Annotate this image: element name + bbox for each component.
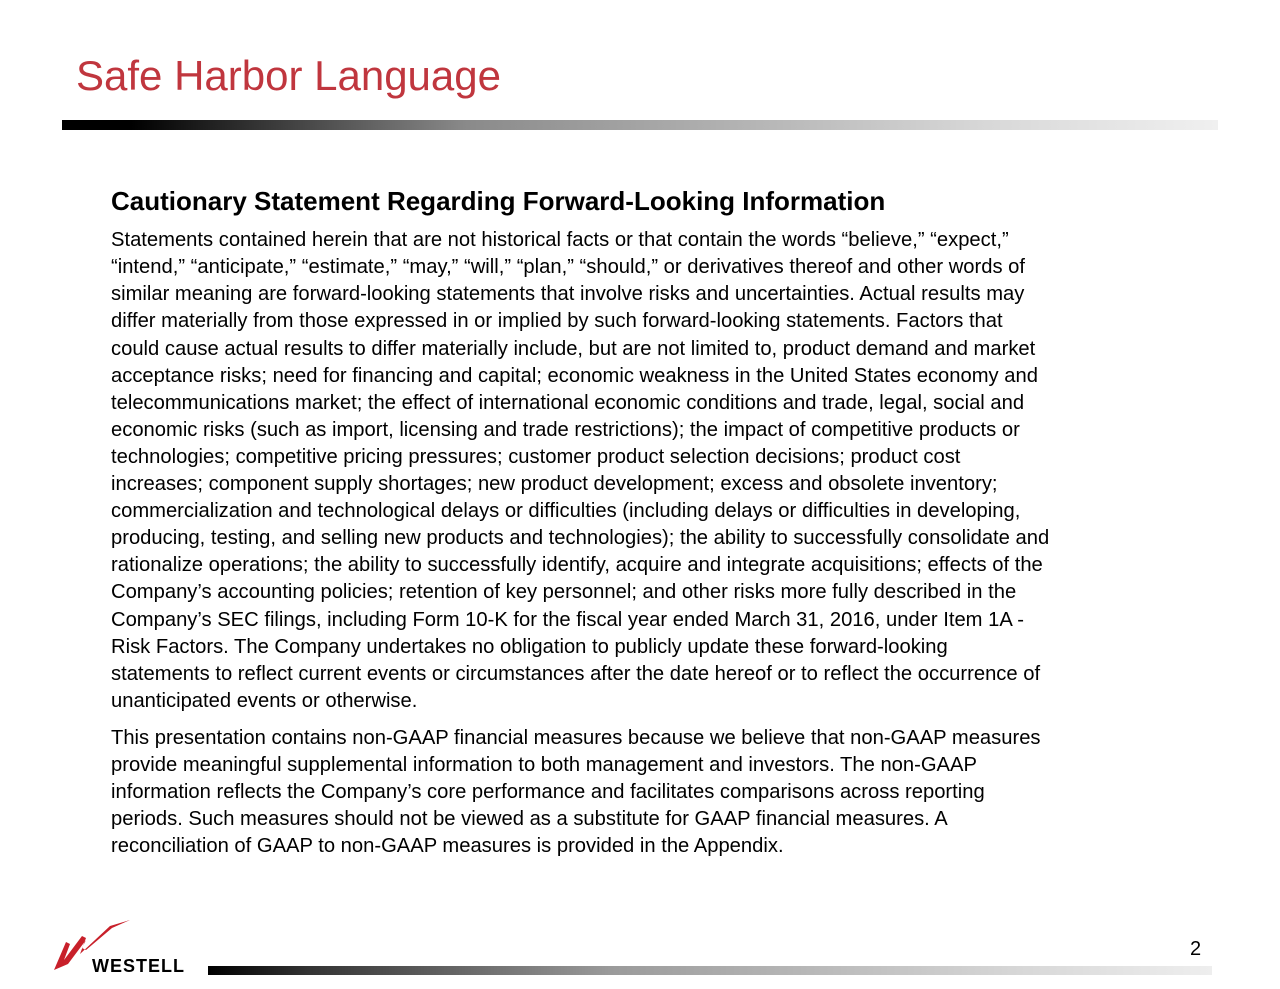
non-gaap-paragraph [111, 725, 1181, 860]
paragraph-line: statements to reflect current events or circumstances after the date hereof or to reflect the occurrence of [111, 662, 1041, 685]
paragraph-line: technologies; competitive pricing pressures; customer product selection decisions; product cost [111, 445, 961, 468]
paragraph-line: “intend,” “anticipate,” “estimate,” “may,” “will,” “plan,” “should,” or derivatives thereof and other words of [111, 256, 1026, 279]
paragraph-line: unanticipated events or otherwise. [111, 689, 418, 712]
paragraph-line: increases; component supply shortages; new product development; excess and obsolete inventory; [111, 473, 998, 496]
paragraph-line: This presentation contains non-GAAP financial measures because we believe that non-GAAP measures [111, 726, 1041, 749]
paragraph-line: could cause actual results to differ materially include, but are not limited to, product demand and market [111, 337, 1036, 360]
slide-body [111, 186, 1181, 870]
forward-looking-paragraph [111, 227, 1181, 715]
paragraph-line: telecommunications market; the effect of international economic conditions and trade, legal, social and [111, 391, 1025, 414]
paragraph-line: information reflects the Company’s core performance and facilitates comparisons across reporting [111, 781, 985, 804]
paragraph-line: Company’s accounting policies; retention of key personnel; and other risks more fully described in the [111, 581, 1017, 604]
logo-wordmark: WESTELL [92, 956, 185, 976]
slide-title: Safe Harbor Language [76, 52, 501, 99]
paragraph-line: producing, testing, and selling new products and technologies); the ability to successfully consolidate and [111, 527, 1050, 550]
paragraph-line: Company’s SEC filings, including Form 10-K for the fiscal year ended March 31, 2016, under Item 1A - [111, 608, 1025, 631]
westell-logo [52, 918, 212, 976]
paragraph-line: Statements contained herein that are not historical facts or that contain the words “believe,” “expect,” [111, 229, 1009, 252]
paragraph-line: rationalize operations; the ability to successfully identify, acquire and integrate acquisitions; effects of the [111, 554, 1043, 577]
title-divider [62, 120, 1218, 130]
page-number: 2 [1190, 938, 1202, 960]
paragraph-line: provide meaningful supplemental information to both management and investors. The non-GAAP [111, 753, 977, 776]
paragraph-line: economic risks (such as import, licensing and trade restrictions); the impact of competitive products or [111, 418, 1020, 441]
paragraph-line: differ materially from those expressed in or implied by such forward-looking statements. Factors that [111, 310, 1003, 333]
paragraph-line: acceptance risks; need for financing and capital; economic weakness in the United States economy and [111, 364, 1038, 387]
section-heading: Cautionary Statement Regarding Forward-Looking Information [111, 186, 886, 216]
paragraph-line: reconciliation of GAAP to non-GAAP measures is provided in the Appendix. [111, 835, 784, 858]
paragraph-line: Risk Factors. The Company undertakes no obligation to publicly update these forward-looking [111, 635, 948, 658]
paragraph-line: periods. Such measures should not be viewed as a substitute for GAAP financial measures. A [111, 808, 948, 831]
footer-divider [208, 966, 1212, 975]
paragraph-line: similar meaning are forward-looking statements that involve risks and uncertainties. Actual results may [111, 283, 1025, 306]
paragraph-line: commercialization and technological delays or difficulties (including delays or difficulties in developing, [111, 500, 1021, 523]
